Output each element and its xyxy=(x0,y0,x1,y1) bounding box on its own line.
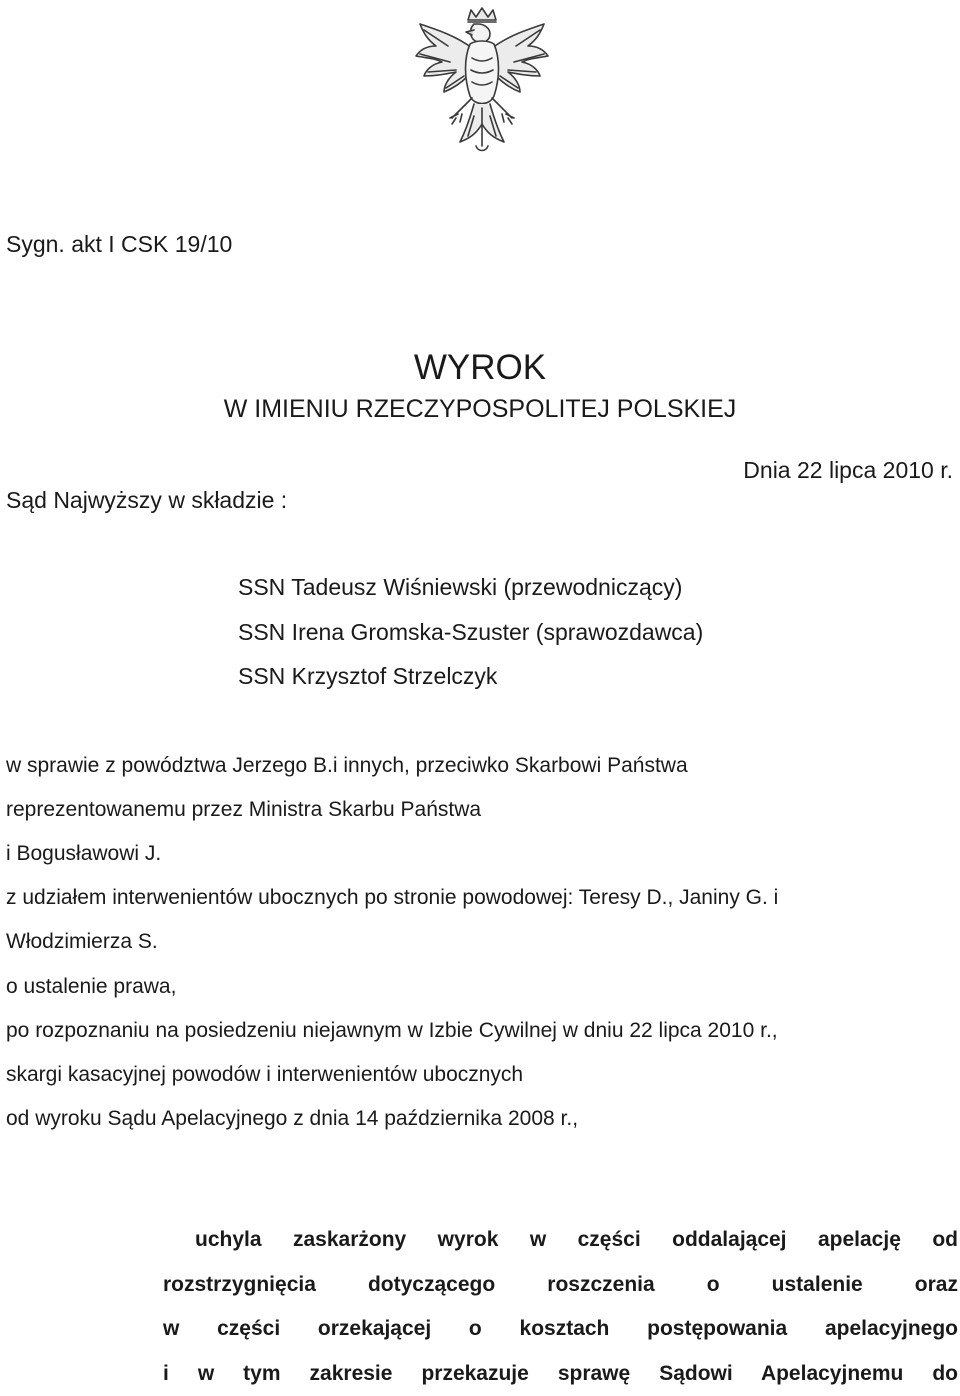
document-title: WYROK xyxy=(0,348,960,388)
case-line: od wyroku Sądu Apelacyjnego z dnia 14 października 2008 r., xyxy=(6,1105,578,1133)
judge-rapporteur: SSN Irena Gromska-Szuster (sprawozdawca) xyxy=(238,618,703,646)
case-line: skargi kasacyjnej powodów i interwenientów ubocznych xyxy=(6,1061,523,1089)
operative-line: i w tym zakresie przekazuje sprawę Sądowi Apelacyjnemu do xyxy=(163,1352,958,1396)
case-line: z udziałem interwenientów ubocznych po stronie powodowej: Teresy D., Janiny G. i xyxy=(6,884,778,912)
case-line: i Bogusławowi J. xyxy=(6,840,161,868)
case-line: w sprawie z powództwa Jerzego B.i innych, przeciwko Skarbowi Państwa xyxy=(6,752,688,780)
case-line: o ustalenie prawa, xyxy=(6,973,176,1001)
case-line: po rozpoznaniu na posiedzeniu niejawnym w Izbie Cywilnej w dniu 22 lipca 2010 r., xyxy=(6,1017,778,1045)
judge-member: SSN Krzysztof Strzelczyk xyxy=(238,662,497,690)
operative-line: uchyla zaskarżony wyrok w części oddalającej apelację od xyxy=(163,1218,958,1263)
document-subtitle: W IMIENIU RZECZYPOSPOLITEJ POLSKIEJ xyxy=(0,394,960,424)
case-line: reprezentowanemu przez Ministra Skarbu Państwa xyxy=(6,796,481,824)
judgment-date: Dnia 22 lipca 2010 r. xyxy=(743,456,953,484)
operative-line: rozstrzygnięcia dotyczącego roszczenia o ustalenie oraz xyxy=(163,1263,958,1308)
operative-part xyxy=(163,1218,958,1396)
judge-chairman: SSN Tadeusz Wiśniewski (przewodniczący) xyxy=(238,573,682,601)
operative-line: w części orzekającej o kosztach postępowania apelacyjnego xyxy=(163,1307,958,1352)
polish-eagle-emblem-icon xyxy=(408,6,556,164)
case-line: Włodzimierza S. xyxy=(6,928,158,956)
court-composition-label: Sąd Najwyższy w składzie : xyxy=(6,486,287,514)
case-signature: Sygn. akt I CSK 19/10 xyxy=(6,230,232,258)
